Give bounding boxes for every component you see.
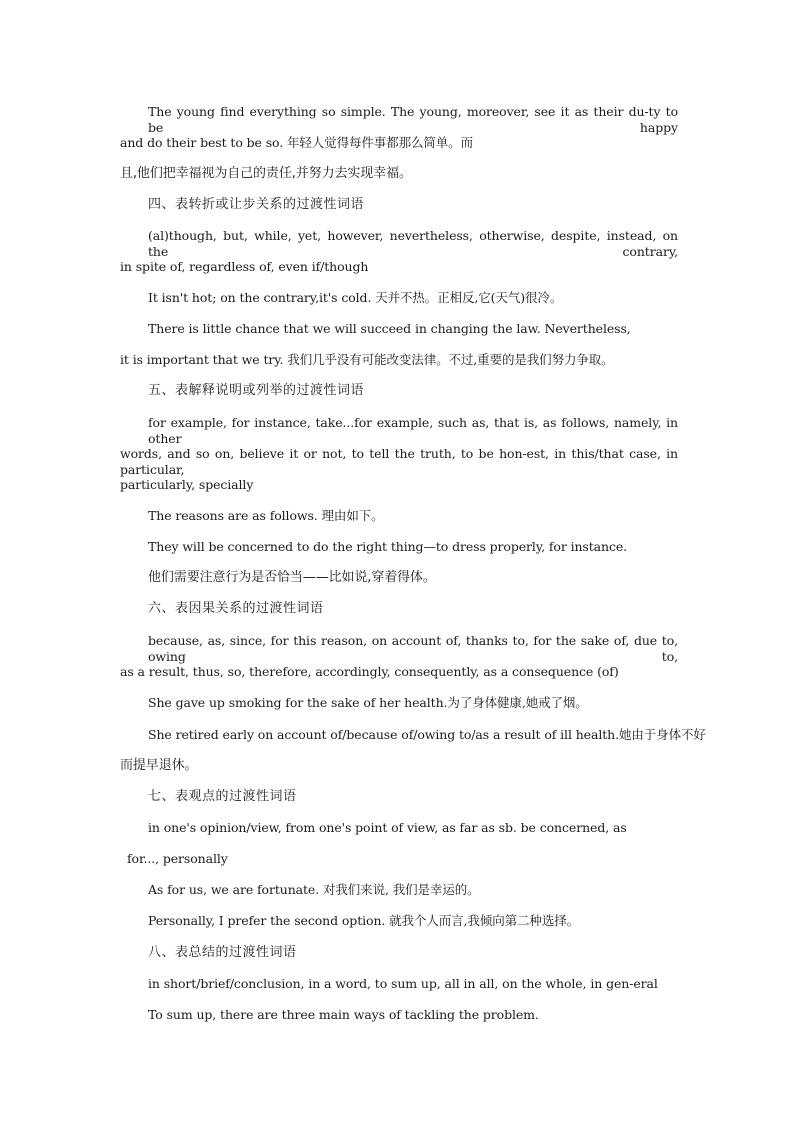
text-line: It isn't hot; on the contrary,it's cold. 天并不热。正相反,它(天气)很冷。 — [148, 290, 563, 305]
text-line: As for us, we are fortunate. 对我们来说, 我们是幸运的。 — [148, 882, 480, 897]
section-heading: 六、表因果关系的过渡性词语 — [148, 601, 324, 616]
text-line: in short/brief/conclusion, in a word, to sum up, all in all, on the whole, in gen-eral — [148, 976, 658, 991]
text-line: To sum up, there are three main ways of tackling the problem. — [148, 1007, 539, 1022]
text-line: in one's opinion/view, from one's point of view, as far as sb. be concerned, as — [148, 820, 627, 835]
text-line: because, as, since, for this reason, on account of, thanks to, for the sake of, due to, owing to, — [148, 633, 678, 664]
text-line: for example, for instance, take...for example, such as, that is, as follows, namely, in other — [148, 415, 678, 446]
section-heading: 四、表转折或让步关系的过渡性词语 — [148, 197, 365, 212]
text-line: particularly, specially — [120, 477, 254, 492]
text-line: 他们需要注意行为是否恰当——比如说,穿着得体。 — [148, 570, 436, 585]
text-line: Personally, I prefer the second option. 就我个人而言,我倾向第二种选择。 — [148, 913, 580, 928]
text-line: and do their best to be so. 年轻人觉得每件事都那么简单。而 — [120, 135, 473, 150]
text-line: it is important that we try. 我们几乎没有可能改变法律。不过,重要的是我们努力争取。 — [120, 352, 614, 367]
text-line: words, and so on, believe it or not, to tell the truth, to be hon-est, in this/that case, in particular, — [120, 446, 678, 477]
text-line: for..., personally — [127, 851, 228, 866]
text-line: She gave up smoking for the sake of her health.为了身体健康,她戒了烟。 — [148, 695, 588, 710]
text-line: 且,他们把幸福视为自己的责任,并努力去实现幸福。 — [120, 166, 412, 181]
text-line: They will be concerned to do the right thing—to dress properly, for instance. — [148, 539, 628, 554]
section-heading: 八、表总结的过渡性词语 — [148, 945, 297, 960]
text-line: There is little chance that we will succeed in changing the law. Nevertheless, — [148, 321, 631, 336]
text-line: 而提早退休。 — [120, 758, 198, 773]
text-line: She retired early on account of/because of/owing to/as a result of ill health.她由于身体不好 — [148, 727, 706, 742]
text-line: The reasons are as follows. 理由如下。 — [148, 508, 384, 523]
text-line: in spite of, regardless of, even if/though — [120, 259, 369, 274]
text-line: (al)though, but, while, yet, however, nevertheless, otherwise, despite, instead, on the contrary, — [148, 228, 678, 259]
text-line: The young find everything so simple. The young, moreover, see it as their du-ty to be happy — [148, 104, 678, 135]
text-line: as a result, thus, so, therefore, accordingly, consequently, as a consequence (of) — [120, 664, 619, 679]
section-heading: 七、表观点的过渡性词语 — [148, 789, 297, 804]
section-heading: 五、表解释说明或列举的过渡性词语 — [148, 383, 365, 398]
